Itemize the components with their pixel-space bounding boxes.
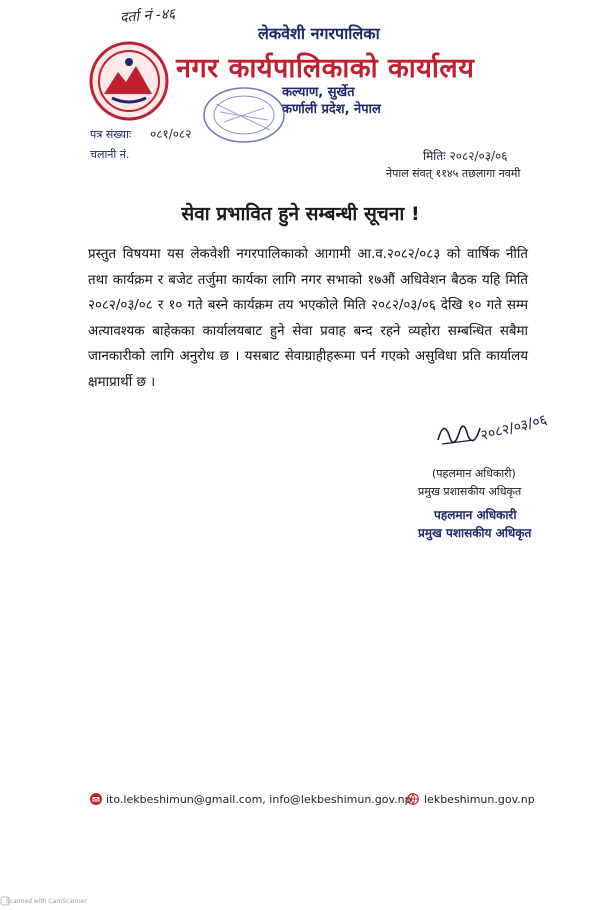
signatory-title: प्रमुख प्रशासकीय अधिकृत bbox=[418, 485, 522, 498]
handwritten-registration-note: दर्ता नं -४६ bbox=[119, 6, 176, 26]
address-line-2: कर्णाली प्रदेश, नेपाल bbox=[282, 102, 381, 117]
mail-icon bbox=[90, 793, 102, 805]
footer-emails[interactable]: ito.lekbeshimun@gmail.com, info@lekbeshimun.gov.np bbox=[106, 793, 412, 806]
dispatch-number-label: चलानी नं. bbox=[90, 148, 130, 161]
stamp-signatory-name: पहलमान अधिकारी bbox=[434, 508, 517, 522]
globe-icon bbox=[407, 793, 419, 805]
office-stamp-icon bbox=[198, 84, 290, 146]
office-title: नगर कार्यपालिकाको कार्यालय bbox=[176, 53, 475, 84]
date-value: २०८२/०३/०६ bbox=[449, 149, 508, 163]
signature-date: २०८२/०३/०६ bbox=[479, 411, 549, 444]
ref-number-value: ०८१/०८२ bbox=[150, 127, 192, 141]
nepal-samvat-date: नेपाल संवत् ११४५ तछलागा नवमी bbox=[386, 167, 521, 180]
municipality-name: लेकवेशी नगरपालिका bbox=[258, 24, 380, 43]
signature-icon bbox=[434, 410, 564, 460]
date-line bbox=[423, 147, 508, 164]
ref-number-label: पत्र संख्याः bbox=[90, 128, 132, 141]
municipality-emblem-icon bbox=[88, 40, 170, 122]
notice-subject: सेवा प्रभावित हुने सम्बन्धी सूचना ! bbox=[181, 203, 420, 225]
notice-body: प्रस्तुत विषयमा यस लेकवेशी नगरपालिकाको आगामी आ.व.२०८२/०८३ को वार्षिक नीति तथा कार्यक्रम र बजेट तर्जुमा कार्यका लागि नगर सभाको १७औं अधिवेशन बैठक यहि मिति २०८२/०३/०८ र १० गते बस्ने कार्यक्रम तय भएकोले मिति २०८२/०३/०६ देखि १० गते सम्म अत्यावश्यक बाहेकका कार्यालयबाट हुने सेवा प्रवाह बन्द रहने व्यहोरा सम्बन्धित सबैमा जानकारीको लागि अनुरोध छ । यसबाट सेवाग्राहीहरूमा पर्न गएको असुविधा प्रति कार्यालय क्षमाप्रार्थी छ । bbox=[88, 247, 528, 390]
address-line-1: कल्याण, सुर्खेत bbox=[282, 85, 355, 100]
date-label: मितिः bbox=[423, 149, 446, 163]
signatory-name: (पहलमान अधिकारी) bbox=[432, 467, 516, 480]
footer-website[interactable]: lekbeshimun.gov.np bbox=[424, 793, 535, 806]
scanner-watermark: Scanned with CamScanner bbox=[6, 898, 87, 905]
stamp-signatory-title: प्रमुख पशासकीय अधिकृत bbox=[418, 526, 532, 540]
